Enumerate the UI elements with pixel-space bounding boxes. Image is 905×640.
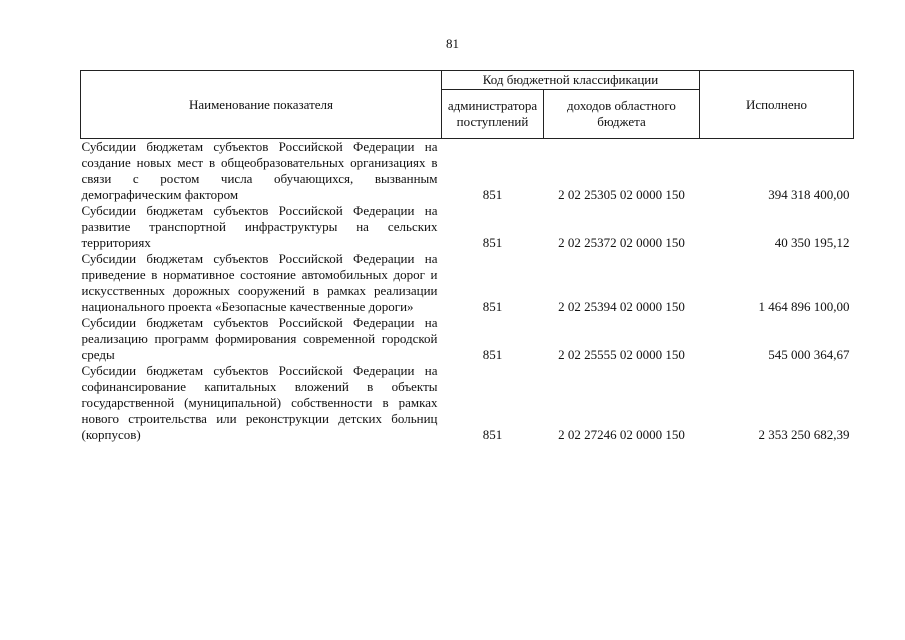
header-code-group: Код бюджетной классификации (442, 71, 700, 90)
row-amount: 545 000 364,67 (768, 347, 850, 362)
header-executed: Исполнено (700, 71, 854, 139)
table-row (81, 203, 854, 251)
table-row (81, 363, 854, 443)
table-row (81, 251, 854, 315)
table-row (81, 315, 854, 363)
table-body (81, 139, 854, 444)
row-amount: 40 350 195,12 (774, 235, 850, 250)
row-revenue-code: 2 02 25394 02 0000 150 (558, 299, 685, 314)
row-admin-code: 851 (482, 299, 503, 314)
row-admin-code: 851 (482, 235, 503, 250)
page-number: 81 (446, 36, 459, 51)
row-name: Субсидии бюджетам субъектов Российской Федерации на развитие транспортной инфраструктуры на сельских территориях (81, 203, 438, 250)
row-revenue-code: 2 02 25372 02 0000 150 (558, 235, 685, 250)
header-admin: администратора поступлений (442, 90, 544, 139)
header-revenue: доходов областного бюджета (544, 90, 700, 139)
row-admin-code: 851 (482, 187, 503, 202)
row-revenue-code: 2 02 27246 02 0000 150 (558, 427, 685, 442)
row-name: Субсидии бюджетам субъектов Российской Федерации на софинансирование капитальных вложений в объекты государственной (муниципальной) собственности в рамках нового строительства или реконструкции детских больниц (корпусов) (81, 363, 438, 442)
row-revenue-code: 2 02 25555 02 0000 150 (558, 347, 685, 362)
row-amount: 2 353 250 682,39 (758, 427, 850, 442)
row-amount: 1 464 896 100,00 (758, 299, 850, 314)
budget-table (80, 70, 854, 443)
row-amount: 394 318 400,00 (768, 187, 850, 202)
row-name: Субсидии бюджетам субъектов Российской Федерации на реализацию программ формирования современной городской среды (81, 315, 438, 362)
row-name: Субсидии бюджетам субъектов Российской Федерации на создание новых мест в общеобразовательных организациях в связи с ростом числа обучающихся, вызванным демографическим фактором (81, 139, 438, 202)
table-row (81, 139, 854, 204)
row-admin-code: 851 (482, 347, 503, 362)
row-name: Субсидии бюджетам субъектов Российской Федерации на приведение в нормативное состояние автомобильных дорог и искусственных дорожных сооружений в рамках реализации национального проекта «Безопасные качественные дороги» (81, 251, 438, 314)
row-admin-code: 851 (482, 427, 503, 442)
header-name: Наименование показателя (81, 71, 442, 139)
row-revenue-code: 2 02 25305 02 0000 150 (558, 187, 685, 202)
